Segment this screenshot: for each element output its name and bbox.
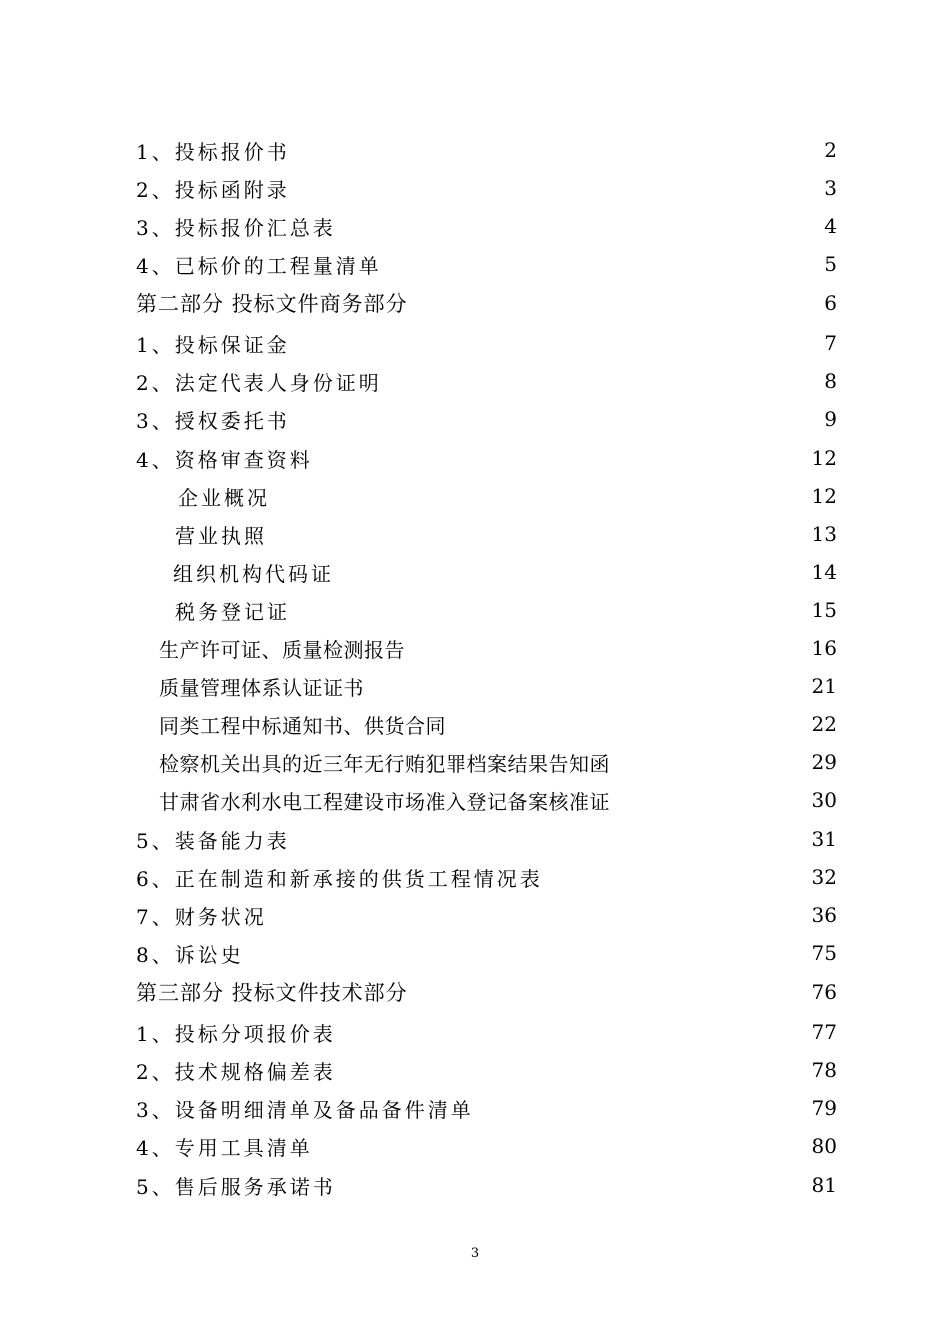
toc-entry-page: 32 <box>811 865 837 889</box>
toc-entry-title: 2、投标函附录 <box>136 177 290 202</box>
toc-entry-title: 4、专用工具清单 <box>136 1135 313 1160</box>
toc-entry-page: 21 <box>811 674 837 698</box>
toc-subentry <box>159 671 364 701</box>
toc-entry-page: 12 <box>811 484 837 508</box>
page-footer-number: 3 <box>470 1246 480 1261</box>
toc-entry-page: 7 <box>824 331 837 355</box>
toc-entry <box>136 173 290 203</box>
toc-entry-title: 企业概况 <box>178 485 270 510</box>
toc-entry-page: 30 <box>811 788 837 812</box>
toc-section-heading <box>136 977 408 1007</box>
toc-entry-page: 2 <box>824 138 837 162</box>
toc-entry-title: 5、装备能力表 <box>136 828 290 853</box>
toc-entry-title: 2、法定代表人身份证明 <box>136 370 382 395</box>
toc-entry-title: 第二部分 投标文件商务部分 <box>136 292 408 316</box>
toc-entry-page: 13 <box>811 522 837 546</box>
toc-entry-title: 同类工程中标通知书、供货合同 <box>159 713 446 738</box>
toc-entry-title: 8、诉讼史 <box>136 942 244 967</box>
toc-entry <box>136 1131 313 1161</box>
toc-entry <box>136 211 336 241</box>
toc-entry-page: 75 <box>811 941 837 965</box>
toc-entry <box>136 249 382 279</box>
toc-entry-title: 税务登记证 <box>175 599 290 624</box>
toc-entry-title: 质量管理体系认证证书 <box>159 675 364 700</box>
toc-entry-page: 6 <box>824 291 837 315</box>
toc-entry-page: 80 <box>811 1134 837 1158</box>
toc-entry-title: 1、投标分项报价表 <box>136 1021 336 1046</box>
toc-entry <box>136 900 267 930</box>
toc-entry-page: 8 <box>824 369 837 393</box>
toc-subentry <box>178 481 270 511</box>
toc-entry-title: 营业执照 <box>175 523 267 548</box>
toc-entry-page: 79 <box>811 1096 837 1120</box>
toc-entry-title: 生产许可证、质量检测报告 <box>159 637 405 662</box>
toc-entry-title: 6、正在制造和新承接的供货工程情况表 <box>136 866 543 891</box>
toc-subentry <box>159 633 405 663</box>
toc-entry <box>136 1055 336 1085</box>
toc-entry <box>136 404 290 434</box>
toc-entry <box>136 135 290 165</box>
toc-entry <box>136 443 313 473</box>
toc-section-heading <box>136 288 408 318</box>
toc-entry-title: 2、技术规格偏差表 <box>136 1059 336 1084</box>
toc-subentry <box>159 709 446 739</box>
toc-entry <box>136 1170 336 1200</box>
toc-entry-page: 16 <box>811 636 837 660</box>
toc-subentry <box>175 595 290 625</box>
toc-entry-title: 3、设备明细清单及备品备件清单 <box>136 1097 474 1122</box>
toc-entry-page: 12 <box>811 446 837 470</box>
toc-entry-page: 22 <box>811 712 837 736</box>
toc-entry-page: 77 <box>811 1020 837 1044</box>
toc-entry-page: 3 <box>824 176 837 200</box>
toc-entry-title: 5、售后服务承诺书 <box>136 1174 336 1199</box>
toc-entry-page: 14 <box>811 560 837 584</box>
toc-entry <box>136 366 382 396</box>
toc-entry-page: 81 <box>811 1173 837 1197</box>
toc-entry <box>136 938 244 968</box>
toc-entry-title: 7、财务状况 <box>136 904 267 929</box>
toc-entry-title: 4、资格审查资料 <box>136 447 313 472</box>
toc-entry <box>136 1017 336 1047</box>
toc-entry-page: 78 <box>811 1058 837 1082</box>
toc-entry-page: 9 <box>824 407 837 431</box>
toc-entry-page: 31 <box>811 827 837 851</box>
toc-entry <box>136 862 543 892</box>
toc-entry <box>136 1093 474 1123</box>
toc-entry-title: 1、投标报价书 <box>136 139 290 164</box>
toc-entry-title: 检察机关出具的近三年无行贿犯罪档案结果告知函 <box>159 751 610 776</box>
toc-entry-title: 1、投标保证金 <box>136 332 290 357</box>
toc-entry-page: 76 <box>811 980 837 1004</box>
toc-entry <box>136 328 290 358</box>
toc-entry-title: 3、投标报价汇总表 <box>136 215 336 240</box>
toc-entry-page: 4 <box>824 214 837 238</box>
toc-subentry <box>175 519 267 549</box>
toc-entry-title: 组织机构代码证 <box>173 561 334 586</box>
toc-subentry <box>159 785 610 815</box>
toc-entry-page: 15 <box>811 598 837 622</box>
toc-subentry <box>159 747 610 777</box>
toc-entry-title: 3、授权委托书 <box>136 408 290 433</box>
toc-entry-page: 36 <box>811 903 837 927</box>
toc-entry-title: 4、已标价的工程量清单 <box>136 253 382 278</box>
toc-subentry <box>173 557 334 587</box>
toc-entry-page: 29 <box>811 750 837 774</box>
toc-entry <box>136 824 290 854</box>
toc-entry-title: 甘肃省水利水电工程建设市场准入登记备案核准证 <box>159 789 610 814</box>
toc-entry-page: 5 <box>824 252 837 276</box>
toc-entry-title: 第三部分 投标文件技术部分 <box>136 981 408 1005</box>
